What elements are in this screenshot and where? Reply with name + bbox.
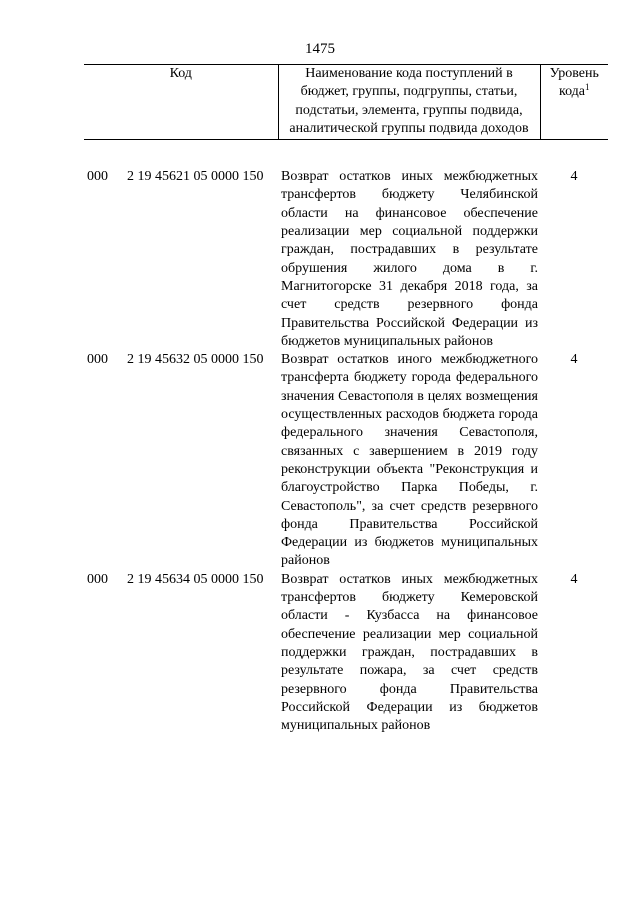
header-name-label: Наименование кода поступлений в бюджет, группы, подгруппы, статьи, подстатьи, элемента, группы подвида, аналитической группы подвида доходов <box>289 66 529 136</box>
header-level-label: Уровень кода <box>549 66 599 100</box>
header-code <box>84 65 278 140</box>
name-cell: Возврат остатков иного межбюджетного трансферта бюджету города федерального значения Севастополя в целях возмещения осуществленных расходов бюджета города федерального значения Севастополя, связанных с завершением в 2019 году реконструкции объекта "Реконструкция и благоустройство Парка Победы, г. Севастополь", за счет средств резервного фонда Правительства Российской Федерации из бюджетов муниципальных районов <box>281 352 538 569</box>
level-cell: 4 <box>570 169 578 185</box>
revenue-code: 2 19 45621 05 0000 150 <box>127 169 264 185</box>
name-cell: Возврат остатков иных межбюджетных трансфертов бюджету Кемеровской области - Кузбасса на финансовое обеспечение реализации мер социальной поддержки граждан, пострадавших в результате пожара, за счет средств резервного фонда Правительства Российской Федерации из бюджетов муниципальных районов <box>281 571 538 734</box>
header-level-footnote: 1 <box>585 82 590 93</box>
table-body <box>84 140 608 736</box>
table-header <box>84 65 608 140</box>
admin-code: 000 <box>87 352 108 368</box>
code-cell <box>84 168 278 351</box>
header-spacer <box>84 140 608 169</box>
header-row <box>84 65 608 140</box>
table-row <box>84 571 608 736</box>
table-row <box>84 168 608 351</box>
page-number: 1475 <box>305 41 335 57</box>
header-level <box>540 65 608 140</box>
level-cell: 4 <box>570 352 578 368</box>
code-cell <box>84 571 278 736</box>
name-cell: Возврат остатков иных межбюджетных трансфертов бюджету Челябинской области на финансовое обеспечение реализации мер социальной поддержки граждан, пострадавших в результате обрушения жилого дома в г. Магнитогорске 31 декабря 2018 года, за счет средств резервного фонда Правительства Российской Федерации из бюджетов муниципальных районов <box>281 169 538 349</box>
header-code-label: Код <box>169 66 192 81</box>
header-name <box>278 65 540 140</box>
revenue-code: 2 19 45634 05 0000 150 <box>127 571 264 587</box>
admin-code: 000 <box>87 169 108 185</box>
code-cell <box>84 351 278 571</box>
level-cell: 4 <box>570 571 578 587</box>
admin-code: 000 <box>87 571 108 587</box>
table-row <box>84 351 608 571</box>
revenue-code: 2 19 45632 05 0000 150 <box>127 352 264 368</box>
revenue-codes-table <box>84 64 608 735</box>
